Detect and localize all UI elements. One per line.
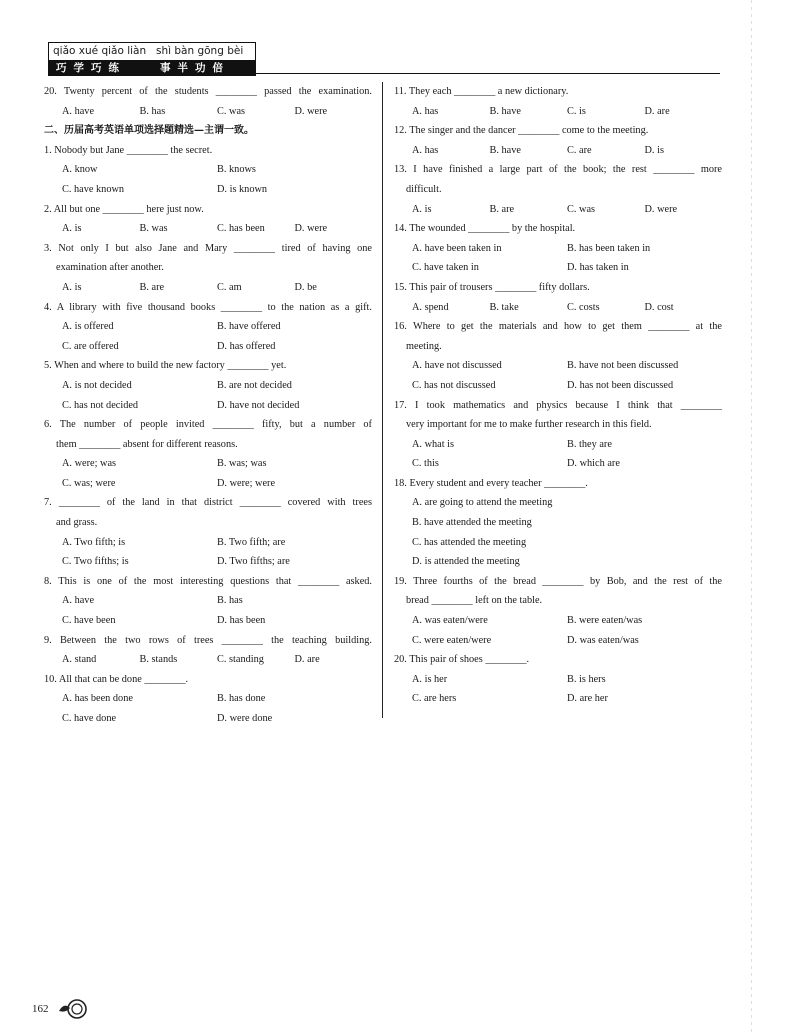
- answer-option: A. is: [412, 203, 432, 215]
- question-text: 12. The singer and the dancer ________ come to the meeting.: [394, 125, 649, 137]
- question-text: 3. Not only I but also Jane and Mary ________ tired of having one: [44, 242, 372, 254]
- question-continuation: examination after another.: [56, 262, 164, 274]
- answer-option: D. have not decided: [217, 399, 300, 411]
- answer-option: A. were; was: [62, 458, 117, 470]
- answer-option: B. are: [489, 203, 515, 215]
- answer-option: C. have done: [62, 713, 117, 724]
- answer-option: B. has: [217, 595, 243, 607]
- answer-options: [394, 258, 722, 278]
- answer-options: [394, 435, 722, 455]
- answer-option: B. have: [489, 144, 521, 156]
- answer-options: [394, 670, 722, 690]
- answer-option: B. has done: [217, 693, 266, 705]
- answer-option: D. are her: [567, 693, 608, 705]
- answer-option: B. have: [489, 105, 521, 117]
- answer-options: [44, 278, 372, 298]
- answer-option: C. costs: [567, 301, 600, 313]
- answer-option: D. were: [294, 223, 328, 235]
- scan-edge: [751, 0, 752, 1035]
- answer-option: D. be: [294, 281, 317, 293]
- question-continuation: and grass.: [56, 517, 98, 529]
- question-text: 13. I have finished a large part of the book; the rest ________ more: [394, 164, 722, 176]
- answer-option: C. is: [567, 105, 586, 117]
- answer-option: A. has been done: [62, 693, 133, 705]
- answer-option: B. has: [139, 105, 166, 117]
- question-text: 9. Between the two rows of trees ________ the teaching building.: [44, 634, 372, 646]
- question-text: 17. I took mathematics and physics because I think that ________: [394, 399, 722, 411]
- question-text: 6. The number of people invited ________ fifty, but a number of: [44, 419, 372, 431]
- answer-option: D. were; were: [217, 477, 276, 489]
- answer-options: [394, 141, 722, 161]
- answer-option: A. have: [62, 595, 95, 607]
- answer-options: [44, 180, 372, 200]
- answer-options: [44, 102, 372, 122]
- question-text: 1. Nobody but Jane ________ the secret.: [44, 144, 213, 156]
- answer-option: B. is hers: [567, 673, 606, 685]
- answer-option: C. was: [567, 203, 596, 215]
- answer-option: A. Two fifth; is: [62, 536, 126, 548]
- answer-option: D. were: [294, 105, 328, 117]
- right-column: [394, 82, 722, 709]
- answer-option: C. have known: [62, 183, 125, 195]
- question-continuation: meeting.: [406, 340, 442, 352]
- answer-options: [394, 200, 722, 220]
- answer-option: B. were eaten/was: [567, 615, 643, 627]
- question-text: 20. Twenty percent of the students ________ passed the examination.: [44, 86, 372, 97]
- answer-option: A. are going to attend the meeting: [412, 497, 553, 509]
- answer-option: C. Two fifths; is: [62, 556, 129, 568]
- answer-option: B. are not decided: [217, 379, 292, 391]
- answer-option: A. has: [412, 105, 439, 117]
- header-chinese-left: 巧学巧练: [56, 62, 126, 74]
- question-continuation: them ________ absent for different reasons.: [56, 438, 238, 450]
- answer-option: A. spend: [412, 301, 449, 313]
- answer-option: D. which are: [567, 458, 620, 470]
- answer-option: A. is not decided: [62, 379, 132, 391]
- answer-option: B. are: [139, 281, 165, 293]
- answer-option: D. are: [644, 105, 670, 117]
- answer-option: C. have taken in: [412, 262, 479, 274]
- question-text: 19. Three fourths of the bread ________ by Bob, and the rest of the: [394, 575, 722, 587]
- question-text: 14. The wounded ________ by the hospital.: [394, 223, 576, 235]
- answer-option: A. was eaten/were: [412, 615, 488, 627]
- answer-option: C. was: [217, 105, 246, 117]
- answer-options: [394, 356, 722, 376]
- book-logo-icon: [58, 998, 88, 1020]
- answer-options: [44, 533, 372, 553]
- answer-option: D. is known: [217, 183, 268, 195]
- header-pinyin-right: shì bàn gōng bèi: [156, 45, 244, 57]
- answer-options: [44, 376, 372, 396]
- answer-options: [394, 631, 722, 651]
- answer-option: B. take: [489, 301, 519, 313]
- answer-option: D. is: [644, 144, 664, 156]
- answer-option: D. has been: [217, 615, 266, 627]
- answer-option: C. has not decided: [62, 399, 139, 411]
- question-text: 8. This is one of the most interesting questions that ________ asked.: [44, 575, 372, 587]
- answer-option: D. cost: [644, 301, 674, 313]
- answer-option: C. were eaten/were: [412, 634, 492, 646]
- answer-options: [44, 219, 372, 239]
- answer-option: A. is: [62, 223, 82, 235]
- answer-options: [44, 160, 372, 180]
- answer-option: B. was; was: [217, 458, 267, 470]
- question-text: 16. Where to get the materials and how to get them ________ at the: [394, 321, 722, 333]
- answer-options: [44, 317, 372, 337]
- answer-option: B. they are: [567, 438, 612, 450]
- answer-option: A. is offered: [62, 321, 114, 333]
- answer-option: B. have attended the meeting: [412, 517, 532, 529]
- answer-option: C. am: [217, 281, 242, 293]
- answer-option: D. has not been discussed: [567, 379, 674, 391]
- answer-option: C. standing: [217, 654, 264, 666]
- answer-option: A. have: [62, 105, 95, 117]
- question-text: 7. ________ of the land in that district ________ covered with trees: [44, 497, 372, 509]
- header-chinese: [48, 60, 256, 76]
- answer-options: [394, 454, 722, 474]
- answer-option: C. was; were: [62, 477, 116, 489]
- answer-option: C. this: [412, 458, 439, 470]
- answer-options: [44, 337, 372, 357]
- page-number: 162: [32, 1003, 49, 1015]
- header-rule: [256, 73, 720, 74]
- answer-options: [44, 611, 372, 631]
- answer-option: D. Two fifths; are: [217, 556, 290, 568]
- answer-option: A. have been taken in: [412, 242, 502, 254]
- section-heading: 二、历届高考英语单项选择题精选—主谓一致。: [44, 125, 254, 137]
- answer-options: [394, 376, 722, 396]
- question-text: 15. This pair of trousers ________ fifty dollars.: [394, 281, 590, 293]
- page-header: [48, 42, 256, 76]
- answer-options: [44, 474, 372, 494]
- question-text: 10. All that can be done ________.: [44, 673, 189, 685]
- answer-options: [394, 298, 722, 318]
- answer-option: C. are offered: [62, 340, 119, 352]
- answer-option: A. what is: [412, 438, 455, 450]
- answer-option: C. has been: [217, 223, 265, 235]
- answer-options: [44, 552, 372, 572]
- answer-option: D. has offered: [217, 340, 276, 352]
- answer-options: [44, 709, 372, 729]
- answer-option: D. is attended the meeting: [412, 556, 520, 568]
- answer-option: B. have not been discussed: [567, 360, 679, 372]
- left-column: [44, 82, 372, 729]
- answer-option: B. was: [139, 223, 168, 235]
- answer-options: [394, 611, 722, 631]
- answer-options: [44, 591, 372, 611]
- column-divider: [382, 82, 383, 718]
- question-continuation: very important for me to make further research in this field.: [406, 419, 652, 431]
- answer-option: B. has been taken in: [567, 242, 651, 254]
- question-text: 11. They each ________ a new dictionary.: [394, 86, 569, 97]
- answer-option: B. have offered: [217, 321, 281, 333]
- header-pinyin-left: qiǎo xué qiǎo liàn: [53, 45, 147, 57]
- answer-options: [44, 689, 372, 709]
- answer-option: D. are: [294, 654, 320, 666]
- question-continuation: difficult.: [406, 183, 442, 195]
- answer-option: A. is her: [412, 673, 448, 685]
- header-pinyin: [48, 42, 256, 60]
- answer-option: B. stands: [139, 654, 178, 666]
- question-text: 2. All but one ________ here just now.: [44, 203, 204, 215]
- question-text: 20. This pair of shoes ________.: [394, 654, 530, 666]
- answer-option: A. have not discussed: [412, 360, 502, 372]
- header-chinese-right: 事半功倍: [160, 62, 230, 74]
- answer-option: D. were done: [217, 713, 273, 724]
- answer-option: A. stand: [62, 654, 97, 666]
- answer-option: C. has not discussed: [412, 379, 496, 391]
- answer-options: [44, 454, 372, 474]
- question-text: 18. Every student and every teacher ________.: [394, 477, 588, 489]
- question-text: 5. When and where to build the new factory ________ yet.: [44, 360, 287, 372]
- answer-option: D. were: [644, 203, 678, 215]
- question-continuation: bread ________ left on the table.: [406, 595, 543, 607]
- answer-option: D. has taken in: [567, 262, 629, 274]
- answer-option: B. knows: [217, 164, 256, 176]
- question-text: 4. A library with five thousand books ________ to the nation as a gift.: [44, 301, 372, 313]
- answer-options: [394, 689, 722, 709]
- answer-option: A. has: [412, 144, 439, 156]
- answer-option: A. is: [62, 281, 82, 293]
- answer-option: C. have been: [62, 615, 116, 627]
- answer-options: [394, 239, 722, 259]
- answer-option: B. Two fifth; are: [217, 536, 286, 548]
- answer-options: [44, 396, 372, 416]
- answer-option: D. was eaten/was: [567, 634, 639, 646]
- answer-option: C. are: [567, 144, 592, 156]
- answer-options: [394, 102, 722, 122]
- answer-option: A. know: [62, 164, 98, 176]
- answer-options: [44, 650, 372, 670]
- answer-option: C. has attended the meeting: [412, 536, 527, 548]
- answer-option: C. are hers: [412, 693, 457, 705]
